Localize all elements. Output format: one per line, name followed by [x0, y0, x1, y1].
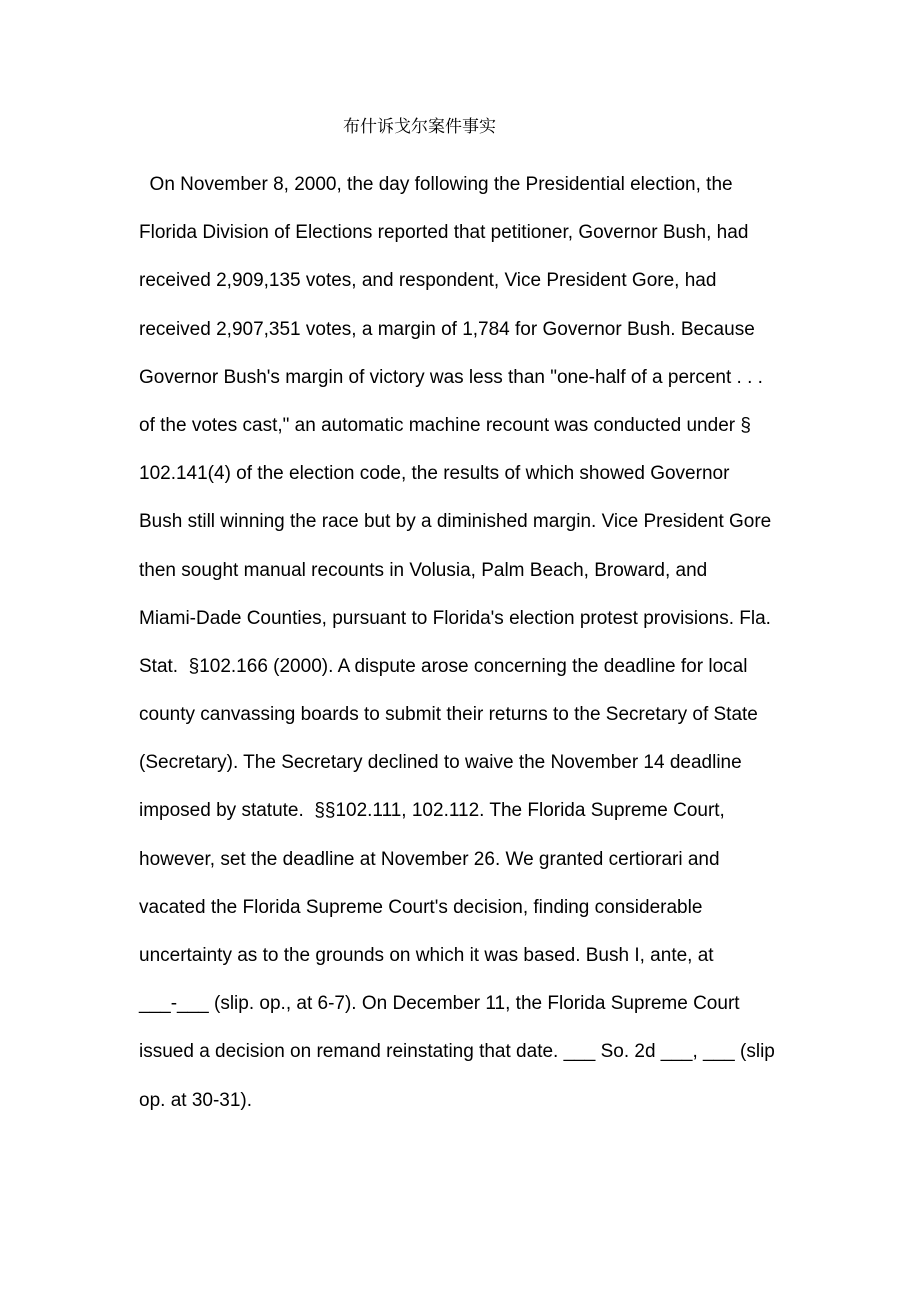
body-line: uncertainty as to the grounds on which it was based. Bush I, ante, at	[139, 945, 714, 966]
body-line: Bush still winning the race but by a diminished margin. Vice President Gore	[139, 511, 772, 533]
body-line: op. at 30-31).	[139, 1089, 253, 1111]
body-line: Governor Bush's margin of victory was less than "one-half of a percent . . .	[139, 366, 763, 388]
body-line: Stat. §102.166 (2000). A dispute arose concerning the deadline for local	[139, 655, 748, 677]
body-line: received 2,909,135 votes, and respondent, Vice President Gore, had	[139, 270, 717, 292]
body-line: Florida Division of Elections reported that petitioner, Governor Bush, had	[139, 222, 749, 244]
body-line: county canvassing boards to submit their returns to the Secretary of State	[139, 704, 758, 726]
document-body	[139, 161, 799, 1125]
body-line: On November 8, 2000, the day following the Presidential election, the	[139, 174, 733, 195]
document-title: 布什诉戈尔案件事实	[343, 117, 496, 137]
body-line: ___-___ (slip. op., at 6-7). On December 11, the Florida Supreme Court	[139, 993, 740, 1015]
body-line: however, set the deadline at November 26. We granted certiorari and	[139, 848, 720, 870]
body-line: then sought manual recounts in Volusia, Palm Beach, Broward, and	[139, 559, 708, 581]
body-line: (Secretary). The Secretary declined to waive the November 14 deadline	[139, 752, 742, 774]
body-line: of the votes cast," an automatic machine recount was conducted under §	[139, 414, 751, 436]
body-line: Miami-Dade Counties, pursuant to Florida's election protest provisions. Fla.	[139, 607, 771, 629]
body-line: imposed by statute. §§102.111, 102.112. The Florida Supreme Court,	[139, 800, 725, 822]
body-line: vacated the Florida Supreme Court's decision, finding considerable	[139, 896, 703, 918]
body-line: issued a decision on remand reinstating that date. ___ So. 2d ___, ___ (slip	[139, 1041, 775, 1063]
body-line: received 2,907,351 votes, a margin of 1,784 for Governor Bush. Because	[139, 318, 755, 340]
body-line: 102.141(4) of the election code, the results of which showed Governor	[139, 463, 730, 485]
